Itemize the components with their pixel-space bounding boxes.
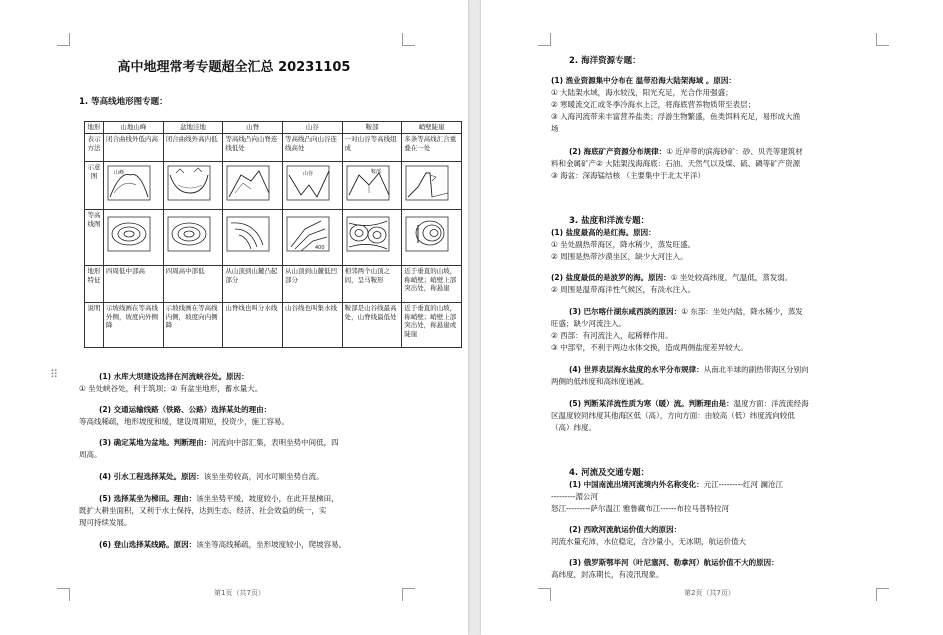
table-row (85, 303, 462, 348)
page-corner-mark (538, 588, 551, 601)
contour-map-basin (163, 210, 223, 266)
table-row (85, 134, 462, 162)
terrain-sketch-saddle (342, 162, 402, 210)
sketch-tag: 山谷 (302, 171, 313, 177)
table-header-cell: 峭壁陡崖 (402, 122, 462, 134)
table-header-cell: 山谷 (282, 122, 342, 134)
paragraph-title: (2) 西欧河流航运价值大的原因： (569, 525, 682, 534)
terrain-sketch-basin (163, 162, 223, 210)
section-heading-salinity: 3. 盐度和洋流专题： (569, 216, 650, 226)
contour-map-peak (104, 210, 164, 266)
contour-terrain-table (84, 121, 462, 348)
contour-map-cliff (402, 210, 462, 266)
terrain-sketch-peak (104, 162, 164, 210)
contour-map-valley (282, 210, 342, 266)
sketch-tag: 山峰 (114, 170, 125, 176)
table-cell: 等高线凸向山谷连线高处 (282, 134, 342, 162)
page-corner-mark (876, 33, 889, 46)
document-page-2 (481, 0, 943, 635)
paragraph-title-line: (1) 中国南流出境河流境内外名称变化：元江---------红河 澜沧江 (569, 480, 783, 489)
item-line: (5) 选择某坐为梯田。理由：该坐坐势平缓，坡度较小，在此开垦梯田， (99, 494, 339, 503)
terrain-sketch-valley (282, 162, 342, 210)
table-cell: 闭合曲线外高内低 (163, 134, 223, 162)
item-line: (4) 引水工程选择某处。原因：该坐坐势较高，河水可顺坐势自流。 (99, 472, 324, 481)
paragraph-line: 高纬度，封冻期长，有凌汛现象。 (551, 570, 664, 579)
paragraph-line: ② 西部：有河流注入，起稀释作用。 (551, 331, 673, 340)
paragraph-title-line: (3) 巴尔喀什湖东咸西淡的原因：① 东部：坐处内陆，降水稀少，蒸发 (569, 307, 803, 316)
paragraph-line: ③ 中部窄，不利于两边水体交换，造成两侧盐度差异较大。 (551, 343, 748, 352)
table-cell: 从山顶到山麓低凹部分 (282, 266, 342, 303)
paragraph-line: ① 坐处副热带海区，降水稀少，蒸发旺盛。 (551, 240, 696, 249)
paragraph-line: 区温度较同纬度其他海区低（高），方向方面：由较高（低）纬度流向较低 (551, 411, 795, 420)
table-cell: 示坡线画在等高线内侧，坡度向内侧降 (163, 303, 223, 348)
table-row-sketch (85, 162, 462, 210)
item-line: (6) 登山选择某线路。原因：该坐等高线稀疏，坐形坡度较小，爬坡容易。 (99, 540, 347, 549)
table-row-label: 表示方法 (85, 134, 104, 162)
item-body-line: 既扩大耕坐面积，又利于水土保持，达到生态、经济、社会效益的统一，实 (79, 506, 327, 515)
item-title: (2) 交通运输线路（铁路、公路）选择某处的理由： (99, 405, 272, 414)
paragraph-line: 旺盛；缺少河流注入。 (551, 319, 626, 328)
table-cell: 从山顶到山麓凸起部分 (223, 266, 283, 303)
paragraph-title-line: (2) 海底矿产资源分布规律：① 近岸带的滨海砂矿：砂、贝壳等建筑材 (569, 147, 803, 156)
item-body-line: ① 坐处峡谷处，利于筑坝；② 有盆坐地形，蓄水量大。 (79, 384, 263, 393)
table-row-label: 示意图 (85, 162, 104, 210)
paragraph-line: 怒江---------萨尔温江 雅鲁藏布江------布拉马普特拉河 (551, 504, 729, 513)
table-cell: 近于垂直的山坡，称峭壁；峭壁上部突出处，称悬崖 (402, 266, 462, 303)
table-cell: 近于垂直的山坡，称峭壁；峭壁上部突出处，称悬崖或陡崖 (402, 303, 462, 348)
table-row-label: 说明 (85, 303, 104, 348)
table-cell: 等高线凸向山脊连线低处 (223, 134, 283, 162)
paragraph-title-line: (4) 世界表层海水盐度的水平分布规律：从南北半球的副热带海区分别向 (569, 365, 809, 374)
terrain-sketch-cliff (402, 162, 462, 210)
page-corner-mark (876, 588, 889, 601)
paragraph-line: ③ 入海河流带来丰富营养盐类；浮游生物繁盛，鱼类饵料充足，易形成大渔 (551, 112, 801, 121)
contour-map-saddle (342, 210, 402, 266)
paragraph-title: (1) 渔业资源集中分布在 温带沿海大陆架海域 。原因： (551, 76, 736, 85)
paragraph-line: 两侧的低纬度和高纬度递减。 (551, 377, 649, 386)
page-corner-mark (402, 33, 415, 46)
terrain-sketch-ridge (223, 162, 283, 210)
item-line: (3) 确定某地为盆地。判断理由：河流向中部汇集，表明坐势中间低，四 (99, 438, 339, 447)
table-cell: 山谷线也叫集水线 (282, 303, 342, 348)
page-corner-mark (538, 33, 551, 46)
contour-map-ridge (223, 210, 283, 266)
table-row-label: 地形特征 (85, 266, 104, 303)
document-title: 高中地理常考专题超全汇总 20231105 (117, 60, 351, 75)
section-heading-rivers: 4. 河流及交通专题： (569, 468, 650, 478)
sketch-tag: 鞍部 (370, 169, 381, 175)
paragraph-line: 场 (551, 124, 559, 133)
item-title: (1) 水库大坝建设选择在河流峡谷处。原因： (99, 372, 249, 381)
item-body-line: 等高线稀疏，地形坡度和缓，建设周期短，投资少，施工容易。 (79, 417, 289, 426)
page-corner-mark (57, 588, 70, 601)
table-header-row (85, 122, 462, 134)
paragraph-title: (1) 盐度最高的是红海。原因： (551, 228, 656, 237)
page-footer: 第1页（共7页） (214, 589, 265, 597)
paragraph-line: ② 周围是热带沙漠坐区，缺少大河注入。 (551, 252, 688, 261)
section-heading-ocean: 2. 海洋资源专题： (569, 56, 641, 66)
table-cell: 闭合曲线外低内高 (104, 134, 164, 162)
page-corner-mark (57, 33, 70, 46)
paragraph-line: （高）纬度。 (551, 423, 596, 432)
table-header-cell: 山脊 (223, 122, 283, 134)
paragraph-line: ③ 海盆：深海锰结核 （主要集中于北太平洋） (551, 171, 705, 180)
table-cell: 一对山谷等高线组成 (342, 134, 402, 162)
section-heading-contour: 1. 等高线地形图专题： (79, 97, 168, 107)
paragraph-line: ② 周围是温带海洋性气候区，有淡水注入。 (551, 285, 696, 294)
table-cell: 示坡线画在等高线外侧，坡度向外侧降 (104, 303, 164, 348)
paragraph-title: (3) 俄罗斯鄂毕河（叶尼塞河、勒拿河）航运价值不大的原因： (569, 558, 779, 567)
paragraph-line: ---------湄公河 (551, 492, 598, 501)
paragraph-line: ② 寒暖流交汇或冬季冷海水上泛，将海底营养物质带至表层； (551, 100, 756, 109)
table-header-cell: 盆地洼地 (163, 122, 223, 134)
table-cell: 四周高中部低 (163, 266, 223, 303)
paragraph-title-line: (2) 盐度最低的是波罗的海。原因：① 坐处较高纬度，气温低，蒸发弱。 (551, 273, 793, 282)
table-cell: 多条等高线汇合重叠在一处 (402, 134, 462, 162)
paragraph-line: 河流水量充沛，水位稳定，含沙量小，无冰期，航运价值大 (551, 537, 746, 546)
table-cell: 四周低中部高 (104, 266, 164, 303)
item-body-line: 周高。 (79, 450, 102, 459)
paragraph-line: 料和金属矿产② 大陆架浅海海底：石油、天然气以及煤、硫、磷等矿产资源 (551, 159, 801, 168)
table-cell: 山脊线也叫分水线 (223, 303, 283, 348)
table-row-contour (85, 210, 462, 266)
table-row-label: 等高线图 (85, 210, 104, 266)
paragraph-line: ① 大陆架水域，海水较浅，阳光充足，光合作用强盛； (551, 88, 733, 97)
table-header-cell: 鞍部 (342, 122, 402, 134)
table-cell: 鞍部是山谷线最高处，山脊线最低处 (342, 303, 402, 348)
block-drag-handle-icon[interactable]: ⠿ (50, 368, 59, 381)
table-header-cell: 地形 (85, 122, 104, 134)
table-row (85, 266, 462, 303)
table-header-cell: 山地山峰 (104, 122, 164, 134)
page-footer: 第2页（共7页） (684, 589, 735, 597)
item-body-line: 现可持续发展。 (79, 518, 132, 527)
contour-tag: 400 (314, 245, 325, 251)
paragraph-title-line: (5) 判断某洋流性质为寒（暖）流。判断理由是：温度方面：洋流流经海 (569, 399, 809, 408)
document-page-1 (0, 0, 468, 635)
table-cell: 相邻两个山顶之间，呈马鞍形 (342, 266, 402, 303)
page-corner-mark (402, 588, 415, 601)
